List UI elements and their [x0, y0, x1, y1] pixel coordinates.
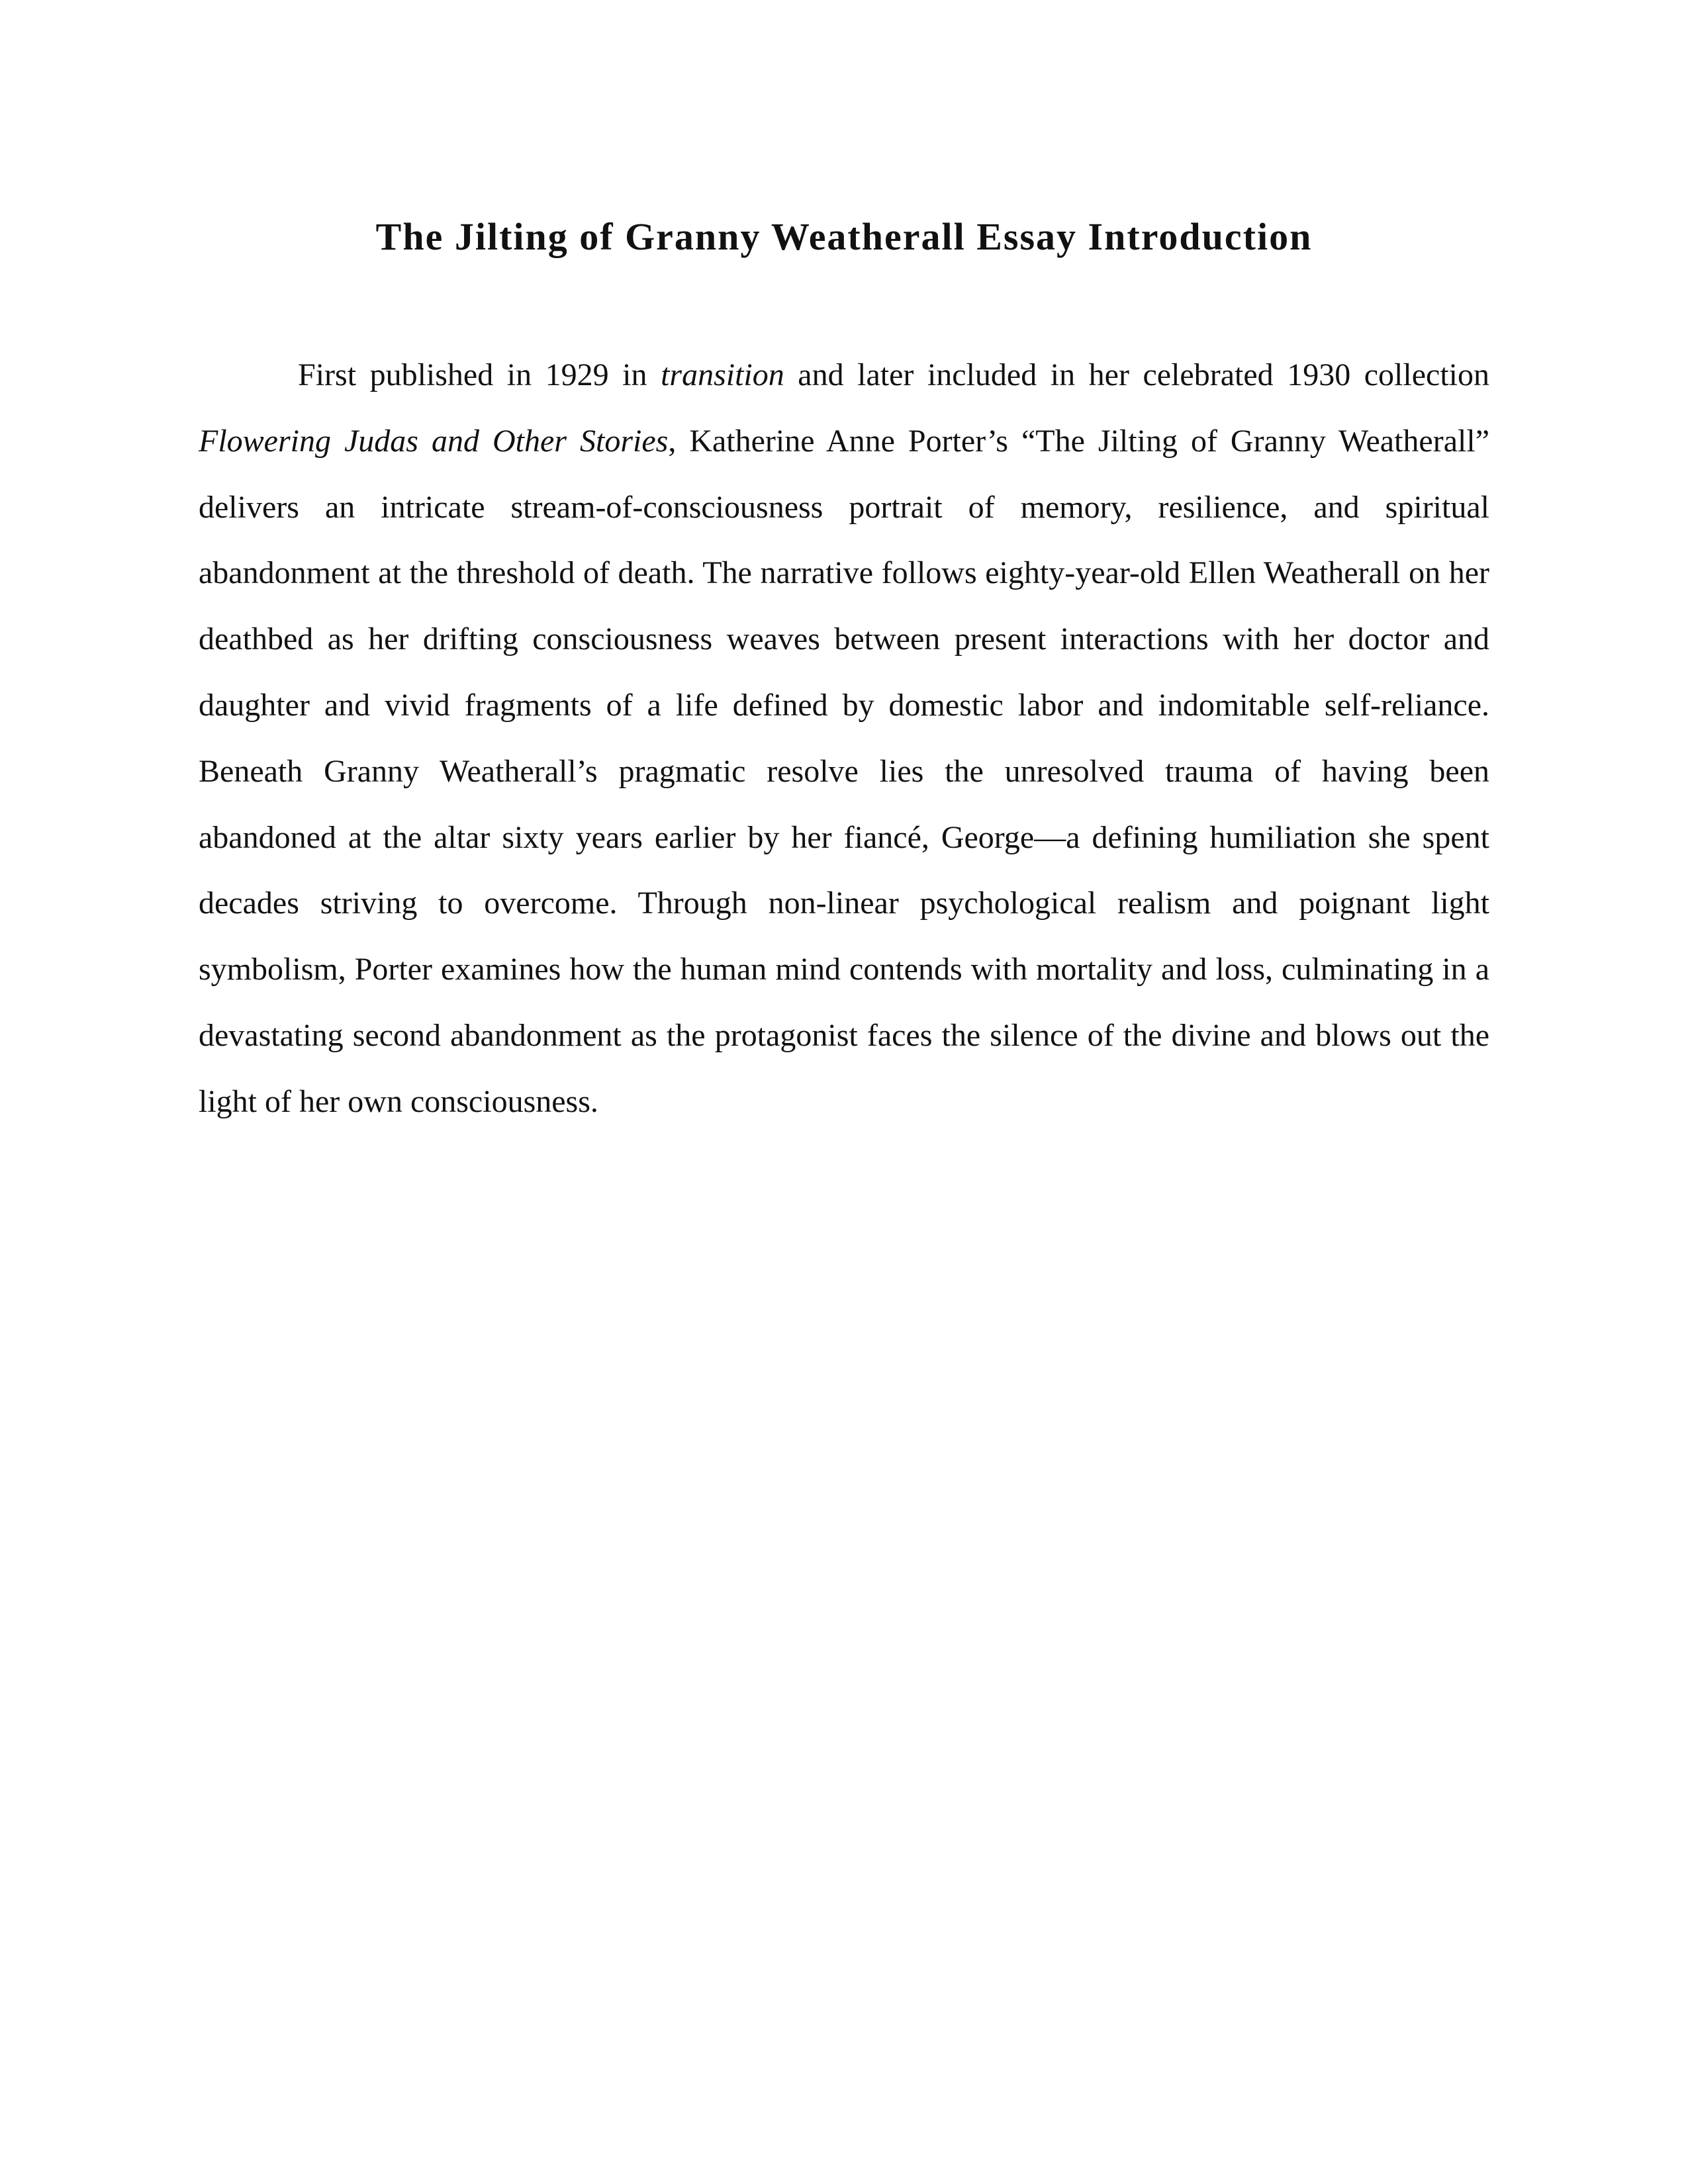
collection-title-italic: Flowering Judas and Other Stories	[199, 423, 669, 459]
intro-paragraph	[199, 342, 1489, 1135]
paragraph-text-part-2: and later included in her celebrated 1930 collection	[784, 357, 1489, 392]
paragraph-text-part-1: First published in 1929 in	[298, 357, 661, 392]
document-title: The Jilting of Granny Weatherall Essay Introduction	[375, 215, 1313, 258]
paragraph-text-part-3: , Katherine Anne Porter’s “The Jilting of Granny Weatherall” delivers an intricate stream-of-consciousness portrait of memory, resilience, and spiritual abandonment at the threshold of death. The narrative follows eighty-year-old Ellen Weatherall on her deathbed as her drifting consciousness weaves between present interactions with her doctor and daughter and vivid fragments of a life defined by domestic labor and indomitable self-reliance. Beneath Granny Weatherall’s pragmatic resolve lies the unresolved trauma of having been abandoned at the altar sixty years earlier by her fiancé, George—a defining humiliation she spent decades striving to overcome. Through non-linear psychological realism and poignant light symbolism, Porter examines how the human mind contends with mortality and loss, culminating in a devastating second abandonment as the protagonist faces the silence of the divine and blows out the light of her own consciousness.	[199, 423, 1489, 1119]
journal-title-italic: transition	[661, 357, 784, 392]
